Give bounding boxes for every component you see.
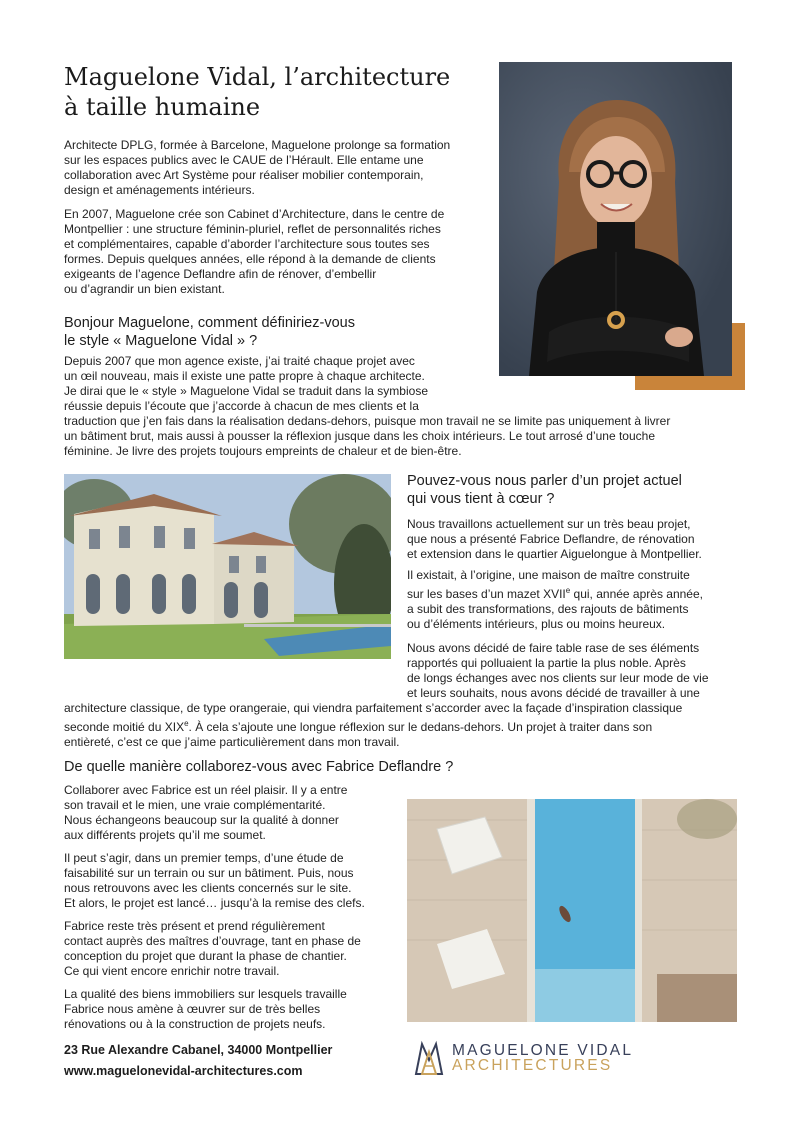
logo-wordmark-line-2: ARCHITECTURES	[452, 1057, 613, 1074]
title-line-2: à taille humaine	[64, 93, 261, 121]
question-collaboration: De quelle manière collaborez-vous avec Fabrice Deflandre ?	[64, 759, 454, 775]
logo-monogram-icon	[413, 1040, 445, 1076]
intro-paragraph-2: En 2007, Maguelone crée son Cabinet d’Architecture, dans le centre de Montpellier : une structure féminin-pluriel, reflet de personnalités riches et complémentaires, capable d’aborder l’architecture sous toutes ses formes. Depuis quelques années, elle répond à la demande de clients exigeants de l’agence Deflandre afin de rénover, d’embellir ou d’agrandir un bien existant.	[64, 207, 445, 296]
address: 23 Rue Alexandre Cabanel, 34000 Montpellier	[64, 1043, 333, 1057]
title-line-1: Maguelone Vidal, l’architecture	[64, 63, 451, 91]
answer-project-paragraph-3b: architecture classique, de type orangeraie, qui viendra parfaitement s’accorder avec la façade d’inspiration classique seconde moitié du XIXe. À cela s’ajoute une longue réflexion sur le dedans-dehors. Un projet à traiter dans son entièreté, c’est ce que j’aime particulièrement dans mon travail.	[64, 701, 683, 749]
portrait-photo	[499, 62, 732, 376]
answer-collaboration-paragraph-1: Collaborer avec Fabrice est un réel plaisir. Il y a entre son travail et le mien, une vraie complémentarité. Nous échangeons beaucoup sur la qualité à donner aux différents projets qu’il me soumet.	[64, 783, 348, 842]
villa-rendering-photo	[64, 474, 391, 659]
logo-mark	[413, 1040, 445, 1076]
question-style: Bonjour Maguelone, comment définiriez-vous le style « Maguelone Vidal » ?	[64, 315, 355, 349]
website-link[interactable]: www.maguelonevidal-architectures.com	[64, 1064, 303, 1078]
answer-collaboration-paragraph-4: La qualité des biens immobiliers sur lesquels travaille Fabrice nous amène à œuvrer sur de très belles rénovations ou à la construction de projets neufs.	[64, 987, 347, 1031]
footer-contact	[64, 1040, 332, 1082]
logo-wordmark-line-1: MAGUELONE VIDAL	[452, 1042, 634, 1059]
answer-project-paragraph-2: Il existait, à l’origine, une maison de maître construite sur les bases d’un mazet XVIIe qui, année après année, a subit des transformations, des rajouts de bâtiments ou d’éléments intérieurs, plus ou moins heureux.	[407, 568, 703, 631]
villa-illustration	[64, 474, 391, 659]
answer-project-paragraph-1: Nous travaillons actuellement sur un très beau projet, que nous a présenté Fabrice Deflandre, de rénovation et extension dans le quartier Aiguelongue à Montpellier.	[407, 517, 702, 561]
answer-style: Depuis 2007 que mon agence existe, j’ai traité chaque projet avec un œil nouveau, mais il existe une patte propre à chaque architecte. Je dirai que le « style » Maguelone Vidal se traduit dans la symbiose réussie depuis l’écoute que j’accorde à chacun de mes clients et la traduction que j’en fais dans la réalisation dedans-dehors, puisque mon travail ne se limite pas uniquement à livrer un bâtiment brut, mais aussi à pousser la réflexion jusque dans les choix intérieurs. Le tout arrosé d’une touche féminine. Je livre des projets toujours empreints de chaleur et de bien-être.	[64, 354, 671, 458]
pool-aerial-photo	[407, 799, 737, 1022]
portrait-illustration	[499, 62, 732, 376]
pool-illustration	[407, 799, 737, 1022]
answer-collaboration-paragraph-2: Il peut s’agir, dans un premier temps, d’une étude de faisabilité sur un terrain ou sur un bâtiment. Puis, nous nous retrouvons avec les clients concernés sur le site. Et alors, le projet est lancé… jusqu’à la remise des clefs.	[64, 851, 365, 910]
question-project: Pouvez-vous nous parler d’un projet actuel qui vous tient à cœur ?	[407, 473, 682, 507]
answer-project-paragraph-3a: Nous avons décidé de faire table rase de ses éléments rapportés qui polluaient la partie la plus noble. Après de longs échanges avec nos clients sur leur mode de vie et leurs souhaits, nous avons décidé de travailler à une	[407, 641, 709, 700]
article-title	[64, 62, 484, 122]
intro-paragraph-1: Architecte DPLG, formée à Barcelone, Maguelone prolonge sa formation sur les espaces publics avec le CAUE de l’Hérault. Elle entame une collaboration avec Art Système pour réaliser mobilier contemporain, design et aménagements intérieurs.	[64, 138, 451, 197]
answer-collaboration-paragraph-3: Fabrice reste très présent et prend régulièrement contact auprès des maîtres d’ouvrage, tant en phase de conception du projet que durant la phase de chantier. Ce qui vient encore enrichir notre travail.	[64, 919, 361, 978]
